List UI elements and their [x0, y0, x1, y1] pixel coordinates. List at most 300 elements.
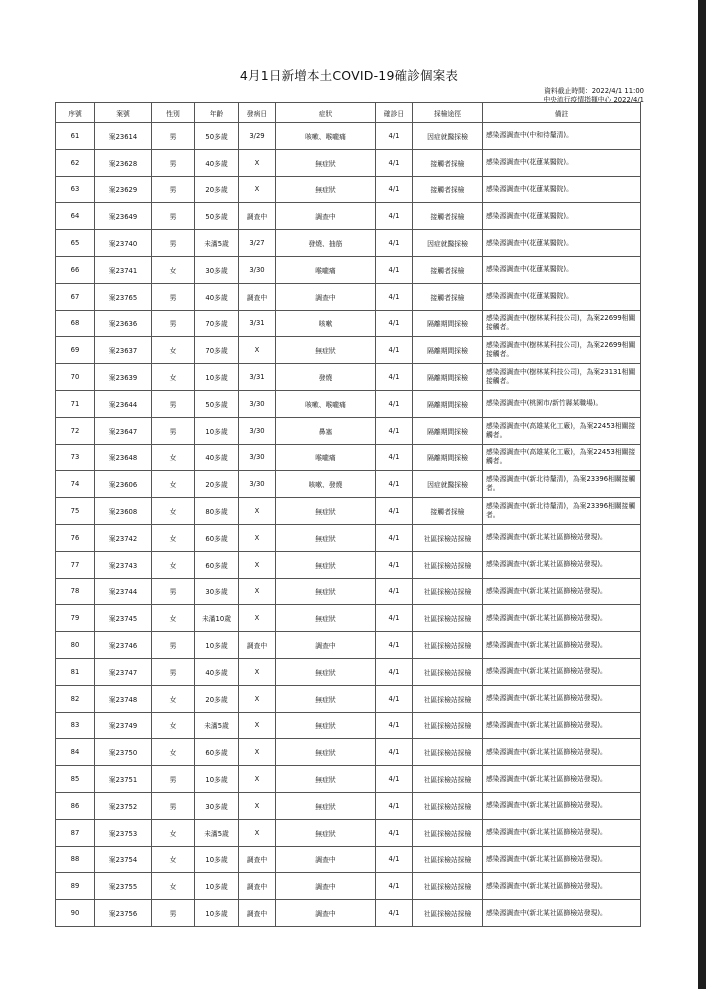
cell-symptoms: 咳嗽、發燒: [276, 471, 376, 498]
cell-gender: 女: [152, 364, 195, 391]
cell-symptoms: 無症狀: [276, 149, 376, 176]
cell-onset-date: X: [239, 337, 276, 364]
cell-remarks: 感染源調查中(花蓮某醫院)。: [483, 203, 641, 230]
cell-case-no: 案23740: [95, 230, 152, 257]
table-row: [56, 203, 641, 230]
cell-age: 40多歲: [195, 149, 239, 176]
cell-age: 60多歲: [195, 524, 239, 551]
cell-confirm-date: 4/1: [376, 846, 413, 873]
viewer-scrollbar[interactable]: [698, 0, 706, 989]
cell-confirm-date: 4/1: [376, 605, 413, 632]
cell-symptoms: 無症狀: [276, 551, 376, 578]
cell-remarks: 感染源調查中(新北某社區篩檢站發現)。: [483, 551, 641, 578]
cell-test-route: 社區採檢站採檢: [413, 792, 483, 819]
cell-gender: 男: [152, 632, 195, 659]
cell-case-no: 案23753: [95, 819, 152, 846]
cell-case-no: 案23648: [95, 444, 152, 471]
cell-confirm-date: 4/1: [376, 658, 413, 685]
cell-gender: 男: [152, 417, 195, 444]
cell-onset-date: 3/29: [239, 123, 276, 150]
cell-symptoms: 無症狀: [276, 819, 376, 846]
table-row: [56, 471, 641, 498]
cell-symptoms: 喉嚨痛: [276, 444, 376, 471]
cell-symptoms: 無症狀: [276, 766, 376, 793]
cell-seq: 90: [56, 900, 95, 927]
cell-gender: 男: [152, 230, 195, 257]
cell-remarks: 感染源調查中(樹林某科技公司)，為案22699相關接觸者。: [483, 337, 641, 364]
cell-test-route: 因症就醫採檢: [413, 123, 483, 150]
cell-confirm-date: 4/1: [376, 283, 413, 310]
cell-confirm-date: 4/1: [376, 230, 413, 257]
cell-test-route: 社區採檢站採檢: [413, 846, 483, 873]
cell-case-no: 案23644: [95, 390, 152, 417]
cell-case-no: 案23747: [95, 658, 152, 685]
cell-onset-date: X: [239, 819, 276, 846]
cell-confirm-date: 4/1: [376, 873, 413, 900]
cell-onset-date: 3/27: [239, 230, 276, 257]
cell-onset-date: 調查中: [239, 873, 276, 900]
cell-gender: 女: [152, 471, 195, 498]
cell-gender: 女: [152, 605, 195, 632]
cell-confirm-date: 4/1: [376, 149, 413, 176]
cell-age: 60多歲: [195, 551, 239, 578]
cell-remarks: 感染源調查中(新北某社區篩檢站發現)。: [483, 524, 641, 551]
cell-seq: 71: [56, 390, 95, 417]
cell-onset-date: X: [239, 551, 276, 578]
table-row: [56, 632, 641, 659]
cell-test-route: 隔離期間採檢: [413, 444, 483, 471]
cell-symptoms: 喉嚨痛: [276, 256, 376, 283]
cell-seq: 66: [56, 256, 95, 283]
cell-confirm-date: 4/1: [376, 524, 413, 551]
cell-remarks: 感染源調查中(桃園市/新竹縣某職場)。: [483, 390, 641, 417]
column-header-onset-date: 發病日: [239, 103, 276, 123]
table-row: [56, 846, 641, 873]
cell-gender: 男: [152, 390, 195, 417]
cell-remarks: 感染源調查中(新北某社區篩檢站發現)。: [483, 739, 641, 766]
cell-seq: 73: [56, 444, 95, 471]
cell-confirm-date: 4/1: [376, 417, 413, 444]
cell-symptoms: 無症狀: [276, 685, 376, 712]
cell-onset-date: X: [239, 712, 276, 739]
table-row: [56, 176, 641, 203]
cell-onset-date: 3/31: [239, 310, 276, 337]
cell-case-no: 案23756: [95, 900, 152, 927]
cell-onset-date: X: [239, 792, 276, 819]
cell-gender: 女: [152, 498, 195, 525]
cell-gender: 女: [152, 712, 195, 739]
cell-test-route: 社區採檢站採檢: [413, 900, 483, 927]
cell-confirm-date: 4/1: [376, 123, 413, 150]
cell-seq: 86: [56, 792, 95, 819]
cell-symptoms: 調查中: [276, 873, 376, 900]
cell-case-no: 案23614: [95, 123, 152, 150]
cell-onset-date: 3/31: [239, 364, 276, 391]
cell-age: 30多歲: [195, 578, 239, 605]
data-cutoff-time: 資料截止時間：2022/4/1 11:00: [544, 87, 644, 95]
cell-symptoms: 無症狀: [276, 605, 376, 632]
cell-test-route: 社區採檢站採檢: [413, 766, 483, 793]
cell-remarks: 感染源調查中(新北待釐清)，為案23396相關接觸者。: [483, 471, 641, 498]
cell-confirm-date: 4/1: [376, 176, 413, 203]
cell-case-no: 案23741: [95, 256, 152, 283]
cell-test-route: 社區採檢站採檢: [413, 632, 483, 659]
cell-onset-date: 3/30: [239, 390, 276, 417]
cell-test-route: 社區採檢站採檢: [413, 712, 483, 739]
cell-gender: 女: [152, 524, 195, 551]
cell-seq: 68: [56, 310, 95, 337]
cell-confirm-date: 4/1: [376, 819, 413, 846]
table-row: [56, 712, 641, 739]
cell-case-no: 案23649: [95, 203, 152, 230]
cell-age: 30多歲: [195, 792, 239, 819]
cell-symptoms: 無症狀: [276, 524, 376, 551]
cell-case-no: 案23765: [95, 283, 152, 310]
cell-symptoms: 鼻塞: [276, 417, 376, 444]
table-row: [56, 256, 641, 283]
cell-gender: 女: [152, 685, 195, 712]
cell-symptoms: 無症狀: [276, 658, 376, 685]
cell-case-no: 案23629: [95, 176, 152, 203]
cell-symptoms: 調查中: [276, 203, 376, 230]
cell-seq: 70: [56, 364, 95, 391]
cell-onset-date: 3/30: [239, 417, 276, 444]
cell-confirm-date: 4/1: [376, 792, 413, 819]
cell-test-route: 隔離期間採檢: [413, 390, 483, 417]
cell-seq: 83: [56, 712, 95, 739]
document-title: 4月1日新增本土COVID-19確診個案表: [239, 68, 459, 83]
cell-onset-date: 3/30: [239, 471, 276, 498]
cell-seq: 85: [56, 766, 95, 793]
cell-remarks: 感染源調查中(新北某社區篩檢站發現)。: [483, 873, 641, 900]
cell-age: 20多歲: [195, 685, 239, 712]
cell-case-no: 案23752: [95, 792, 152, 819]
table-row: [56, 337, 641, 364]
table-row: [56, 230, 641, 257]
table-row: [56, 283, 641, 310]
cell-gender: 男: [152, 766, 195, 793]
cell-seq: 62: [56, 149, 95, 176]
table-row: [56, 498, 641, 525]
cell-symptoms: 發燒: [276, 364, 376, 391]
cell-confirm-date: 4/1: [376, 498, 413, 525]
cell-onset-date: X: [239, 578, 276, 605]
cell-confirm-date: 4/1: [376, 471, 413, 498]
cell-age: 未滿5歲: [195, 819, 239, 846]
cell-remarks: 感染源調查中(花蓮某醫院)。: [483, 256, 641, 283]
cell-confirm-date: 4/1: [376, 632, 413, 659]
column-header-remarks: 備註: [483, 103, 641, 123]
cell-seq: 84: [56, 739, 95, 766]
cell-remarks: 感染源調查中(中和待釐清)。: [483, 123, 641, 150]
cell-confirm-date: 4/1: [376, 766, 413, 793]
cell-remarks: 感染源調查中(新北某社區篩檢站發現)。: [483, 792, 641, 819]
cell-case-no: 案23608: [95, 498, 152, 525]
cell-onset-date: X: [239, 658, 276, 685]
cell-onset-date: X: [239, 739, 276, 766]
cell-case-no: 案23639: [95, 364, 152, 391]
cell-seq: 69: [56, 337, 95, 364]
cell-confirm-date: 4/1: [376, 256, 413, 283]
cell-remarks: 感染源調查中(新北某社區篩檢站發現)。: [483, 578, 641, 605]
cell-test-route: 接觸者採檢: [413, 176, 483, 203]
cell-symptoms: 無症狀: [276, 176, 376, 203]
cell-symptoms: 調查中: [276, 283, 376, 310]
cell-gender: 男: [152, 283, 195, 310]
cell-test-route: 社區採檢站採檢: [413, 819, 483, 846]
cell-age: 10多歲: [195, 364, 239, 391]
cell-test-route: 接觸者採檢: [413, 498, 483, 525]
cell-age: 40多歲: [195, 283, 239, 310]
cell-gender: 女: [152, 873, 195, 900]
cell-remarks: 感染源調查中(高雄某化工廠)，為案22453相關接觸者。: [483, 444, 641, 471]
cell-seq: 63: [56, 176, 95, 203]
cell-test-route: 隔離期間採檢: [413, 417, 483, 444]
table-row: [56, 739, 641, 766]
cell-test-route: 隔離期間採檢: [413, 310, 483, 337]
cell-seq: 87: [56, 819, 95, 846]
cell-confirm-date: 4/1: [376, 444, 413, 471]
cell-age: 10多歲: [195, 900, 239, 927]
column-header-confirm-date: 確診日: [376, 103, 413, 123]
cell-onset-date: X: [239, 766, 276, 793]
cell-case-no: 案23748: [95, 685, 152, 712]
cell-confirm-date: 4/1: [376, 203, 413, 230]
cell-test-route: 隔離期間採檢: [413, 337, 483, 364]
table-header-row: [56, 103, 641, 123]
cell-age: 10多歲: [195, 417, 239, 444]
cell-gender: 男: [152, 123, 195, 150]
cell-symptoms: 無症狀: [276, 498, 376, 525]
cell-confirm-date: 4/1: [376, 364, 413, 391]
column-header-symptoms: 症狀: [276, 103, 376, 123]
cell-test-route: 社區採檢站採檢: [413, 578, 483, 605]
cell-case-no: 案23749: [95, 712, 152, 739]
cell-confirm-date: 4/1: [376, 310, 413, 337]
cell-age: 50多歲: [195, 123, 239, 150]
cell-seq: 64: [56, 203, 95, 230]
table-row: [56, 310, 641, 337]
cell-seq: 67: [56, 283, 95, 310]
cell-remarks: 感染源調查中(新北某社區篩檢站發現)。: [483, 819, 641, 846]
cell-gender: 女: [152, 819, 195, 846]
cell-onset-date: X: [239, 176, 276, 203]
cell-test-route: 隔離期間採檢: [413, 364, 483, 391]
cell-test-route: 接觸者採檢: [413, 283, 483, 310]
cell-case-no: 案23751: [95, 766, 152, 793]
cell-onset-date: 3/30: [239, 444, 276, 471]
cell-age: 70多歲: [195, 310, 239, 337]
cell-age: 10多歲: [195, 846, 239, 873]
cell-age: 未滿5歲: [195, 712, 239, 739]
cell-remarks: 感染源調查中(花蓮某醫院)。: [483, 230, 641, 257]
cell-remarks: 感染源調查中(花蓮某醫院)。: [483, 176, 641, 203]
cell-test-route: 接觸者採檢: [413, 203, 483, 230]
cell-seq: 77: [56, 551, 95, 578]
cell-symptoms: 無症狀: [276, 578, 376, 605]
table-row: [56, 900, 641, 927]
cell-case-no: 案23754: [95, 846, 152, 873]
cell-case-no: 案23750: [95, 739, 152, 766]
cell-symptoms: 調查中: [276, 632, 376, 659]
cell-remarks: 感染源調查中(花蓮某醫院)。: [483, 283, 641, 310]
cell-symptoms: 調查中: [276, 846, 376, 873]
cell-seq: 82: [56, 685, 95, 712]
cell-gender: 男: [152, 578, 195, 605]
table-row: [56, 766, 641, 793]
column-header-age: 年齡: [195, 103, 239, 123]
cell-onset-date: X: [239, 149, 276, 176]
cell-age: 未滿10歲: [195, 605, 239, 632]
cell-onset-date: 調查中: [239, 900, 276, 927]
table-row: [56, 819, 641, 846]
cell-test-route: 社區採檢站採檢: [413, 739, 483, 766]
cell-gender: 女: [152, 444, 195, 471]
case-table: [55, 102, 641, 927]
cell-test-route: 因症就醫採檢: [413, 230, 483, 257]
cell-test-route: 社區採檢站採檢: [413, 551, 483, 578]
cell-age: 30多歲: [195, 256, 239, 283]
cell-age: 10多歲: [195, 873, 239, 900]
cell-confirm-date: 4/1: [376, 578, 413, 605]
table-row: [56, 364, 641, 391]
cell-onset-date: 調查中: [239, 846, 276, 873]
cell-age: 未滿5歲: [195, 230, 239, 257]
table-body: [56, 123, 641, 927]
cell-test-route: 社區採檢站採檢: [413, 605, 483, 632]
cell-case-no: 案23628: [95, 149, 152, 176]
cell-gender: 女: [152, 551, 195, 578]
table-row: [56, 551, 641, 578]
column-header-gender: 性別: [152, 103, 195, 123]
cell-remarks: 感染源調查中(新北某社區篩檢站發現)。: [483, 658, 641, 685]
cell-case-no: 案23744: [95, 578, 152, 605]
cell-gender: 女: [152, 337, 195, 364]
cell-confirm-date: 4/1: [376, 390, 413, 417]
cell-test-route: 接觸者採檢: [413, 149, 483, 176]
cell-remarks: 感染源調查中(新北待釐清)，為案23396相關接觸者。: [483, 498, 641, 525]
cell-case-no: 案23636: [95, 310, 152, 337]
cell-remarks: 感染源調查中(新北某社區篩檢站發現)。: [483, 712, 641, 739]
cell-case-no: 案23606: [95, 471, 152, 498]
cell-age: 80多歲: [195, 498, 239, 525]
cell-gender: 男: [152, 310, 195, 337]
cell-test-route: 社區採檢站採檢: [413, 873, 483, 900]
cell-test-route: 接觸者採檢: [413, 256, 483, 283]
cell-remarks: 感染源調查中(高雄某化工廠)，為案22453相關接觸者。: [483, 417, 641, 444]
cell-confirm-date: 4/1: [376, 337, 413, 364]
cell-case-no: 案23743: [95, 551, 152, 578]
cell-remarks: 感染源調查中(樹林某科技公司)，為案22699相關接觸者。: [483, 310, 641, 337]
cell-confirm-date: 4/1: [376, 685, 413, 712]
table-row: [56, 658, 641, 685]
cell-seq: 81: [56, 658, 95, 685]
cell-remarks: 感染源調查中(新北某社區篩檢站發現)。: [483, 685, 641, 712]
table-row: [56, 605, 641, 632]
table-row: [56, 578, 641, 605]
cell-age: 40多歲: [195, 444, 239, 471]
cell-seq: 79: [56, 605, 95, 632]
cell-symptoms: 咳嗽、喉嚨痛: [276, 123, 376, 150]
cell-remarks: 感染源調查中(新北某社區篩檢站發現)。: [483, 900, 641, 927]
cell-onset-date: X: [239, 685, 276, 712]
cell-symptoms: 調查中: [276, 900, 376, 927]
table-row: [56, 444, 641, 471]
cell-gender: 女: [152, 256, 195, 283]
column-header-seq: 序號: [56, 103, 95, 123]
cell-age: 10多歲: [195, 632, 239, 659]
cell-onset-date: 調查中: [239, 283, 276, 310]
cell-age: 60多歲: [195, 739, 239, 766]
cell-onset-date: X: [239, 498, 276, 525]
cell-onset-date: X: [239, 524, 276, 551]
cell-seq: 80: [56, 632, 95, 659]
cell-symptoms: 咳嗽: [276, 310, 376, 337]
cell-case-no: 案23647: [95, 417, 152, 444]
cell-onset-date: 調查中: [239, 203, 276, 230]
cell-test-route: 社區採檢站採檢: [413, 658, 483, 685]
cell-age: 40多歲: [195, 658, 239, 685]
cell-remarks: 感染源調查中(樹林某科技公司)，為案23131相關接觸者。: [483, 364, 641, 391]
cell-gender: 男: [152, 792, 195, 819]
cell-symptoms: 無症狀: [276, 712, 376, 739]
cell-gender: 男: [152, 176, 195, 203]
cell-case-no: 案23746: [95, 632, 152, 659]
cell-gender: 男: [152, 203, 195, 230]
cell-age: 50多歲: [195, 203, 239, 230]
cell-symptoms: 發燒、抽筋: [276, 230, 376, 257]
cell-seq: 65: [56, 230, 95, 257]
cell-case-no: 案23755: [95, 873, 152, 900]
cell-gender: 男: [152, 149, 195, 176]
table-row: [56, 685, 641, 712]
cell-seq: 72: [56, 417, 95, 444]
cell-remarks: 感染源調查中(花蓮某醫院)。: [483, 149, 641, 176]
cell-case-no: 案23745: [95, 605, 152, 632]
cell-seq: 61: [56, 123, 95, 150]
cell-remarks: 感染源調查中(新北某社區篩檢站發現)。: [483, 766, 641, 793]
cell-confirm-date: 4/1: [376, 900, 413, 927]
cell-seq: 74: [56, 471, 95, 498]
cell-gender: 女: [152, 846, 195, 873]
cell-gender: 男: [152, 900, 195, 927]
cell-age: 10多歲: [195, 766, 239, 793]
table-row: [56, 792, 641, 819]
cell-seq: 78: [56, 578, 95, 605]
table-row: [56, 417, 641, 444]
table-row: [56, 524, 641, 551]
cell-seq: 89: [56, 873, 95, 900]
table-row: [56, 149, 641, 176]
cell-confirm-date: 4/1: [376, 712, 413, 739]
cell-seq: 76: [56, 524, 95, 551]
cell-seq: 88: [56, 846, 95, 873]
cell-gender: 女: [152, 739, 195, 766]
cell-age: 20多歲: [195, 471, 239, 498]
cell-remarks: 感染源調查中(新北某社區篩檢站發現)。: [483, 632, 641, 659]
cell-remarks: 感染源調查中(新北某社區篩檢站發現)。: [483, 605, 641, 632]
column-header-case-no: 案號: [95, 103, 152, 123]
cell-test-route: 社區採檢站採檢: [413, 685, 483, 712]
document-source: 中央流行疫情指揮中心 2022/4/1: [543, 96, 644, 104]
cell-symptoms: 無症狀: [276, 337, 376, 364]
cell-onset-date: 調查中: [239, 632, 276, 659]
cell-confirm-date: 4/1: [376, 739, 413, 766]
cell-case-no: 案23637: [95, 337, 152, 364]
column-header-test-route: 採檢途徑: [413, 103, 483, 123]
cell-test-route: 因症就醫採檢: [413, 471, 483, 498]
table-row: [56, 390, 641, 417]
